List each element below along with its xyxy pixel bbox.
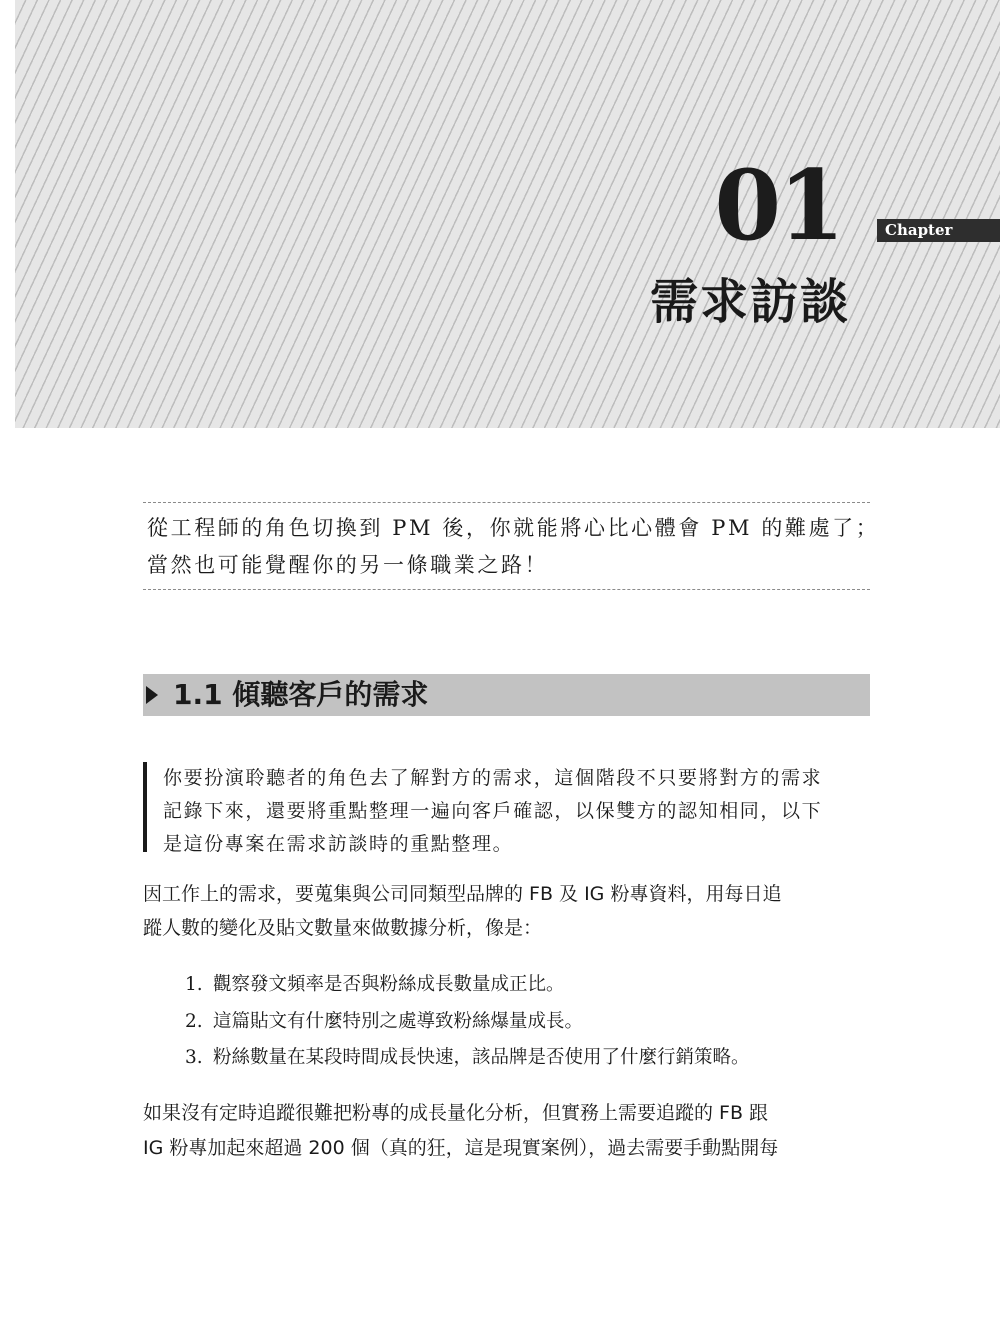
quote-line: 當然也可能覺醒你的另一條職業之路！	[147, 553, 549, 577]
triangle-bullet-icon	[146, 686, 158, 704]
callout-line: 記錄下來，還要將重點整理一遍向客戶確認，以保雙方的認知相同，以下	[163, 800, 823, 822]
quote-line: 從工程師的角色切換到 PM 後，你就能將心比心體會 PM 的難處了；	[147, 516, 880, 540]
callout-line: 是這份專案在需求訪談時的重點整理。	[163, 833, 514, 855]
callout-line: 你要扮演聆聽者的角色去了解對方的需求，這個階段不只要將對方的需求	[163, 767, 823, 789]
list-item-number: 1.	[185, 974, 203, 995]
chapter-intro-quote	[143, 502, 880, 590]
list-item	[185, 1043, 750, 1069]
section-heading	[143, 674, 870, 716]
paragraph-line: 因工作上的需求，要蒐集與公司同類型品牌的 FB 及 IG 粉專資料，用每日追	[143, 883, 782, 905]
chapter-number: 01	[714, 149, 842, 262]
list-item-text: 粉絲數量在某段時間成長快速，該品牌是否使用了什麼行銷策略。	[213, 1047, 750, 1068]
callout-left-rule	[143, 762, 147, 852]
paragraph-line: IG 粉專加起來超過 200 個（真的狂，這是現實案例），過去需要手動點開每	[143, 1137, 779, 1159]
list-item	[185, 1007, 583, 1033]
section-title: 1.1 傾聽客戶的需求	[173, 678, 429, 711]
paragraph-line: 如果沒有定時追蹤很難把粉專的成長量化分析，但實務上需要追蹤的 FB 跟	[143, 1102, 769, 1124]
list-item	[185, 970, 565, 996]
list-item-text: 觀察發文頻率是否與粉絲成長數量成正比。	[213, 974, 565, 995]
list-item-number: 3.	[185, 1047, 203, 1068]
list-item-number: 2.	[185, 1011, 203, 1032]
chapter-tag: Chapter	[877, 219, 1000, 242]
chapter-title: 需求訪談	[649, 274, 850, 330]
paragraph-line: 蹤人數的變化及貼文數量來做數據分析，像是：	[143, 917, 543, 939]
chapter-banner	[15, 0, 1000, 428]
list-item-text: 這篇貼文有什麼特別之處導致粉絲爆量成長。	[213, 1011, 584, 1032]
